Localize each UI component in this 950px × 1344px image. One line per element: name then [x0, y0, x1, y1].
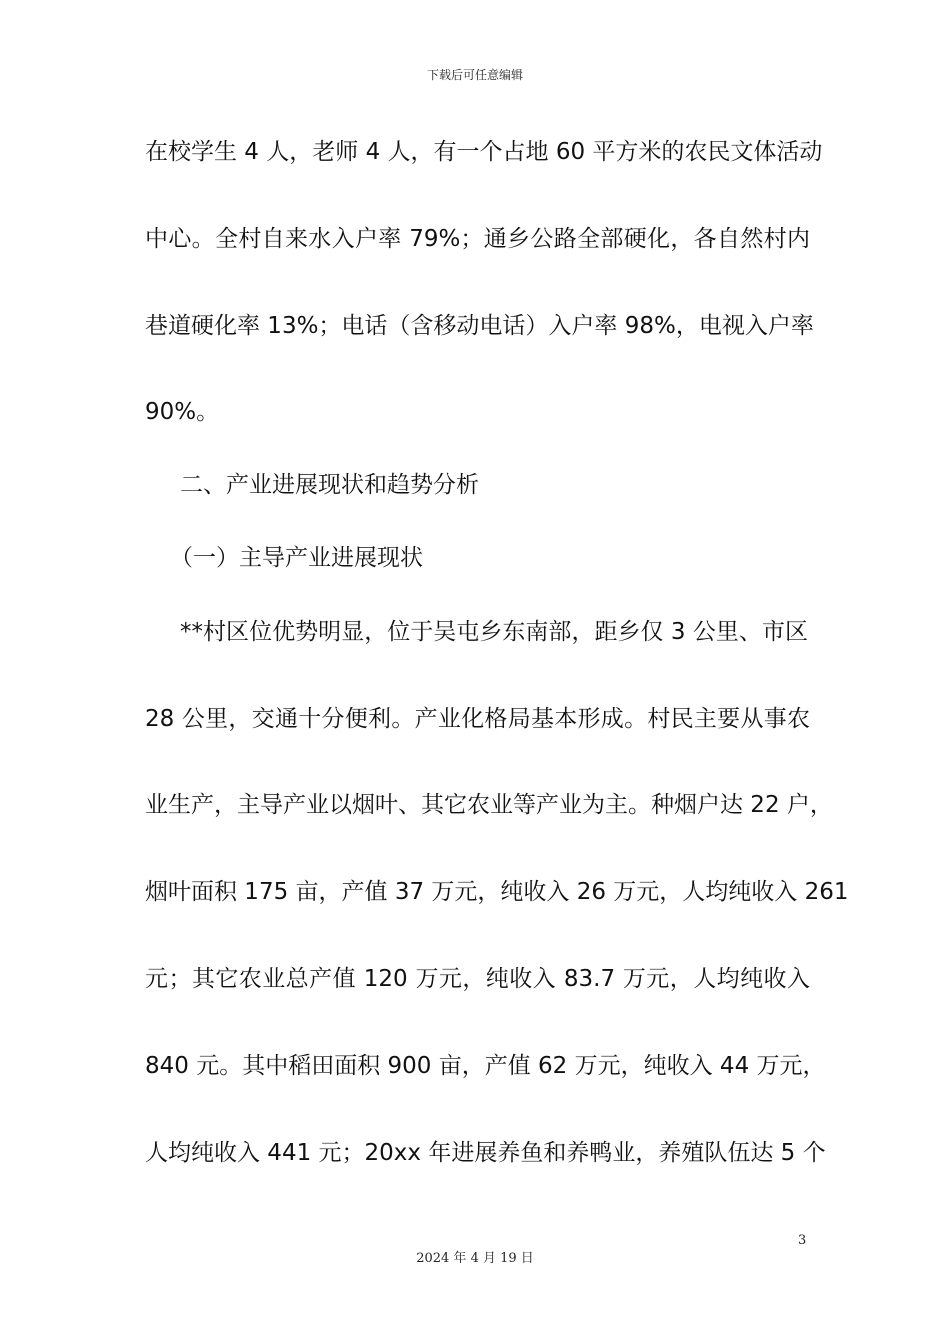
body-line-8: 28 公里，交通十分便利。产业化格局基本形成。村民主要从事农: [145, 706, 810, 732]
body-line-7: **村区位优势明显，位于吴屯乡东南部，距乡仅 3 公里、市区: [180, 619, 808, 645]
body-line-11: 元；其它农业总产值 120 万元，纯收入 83.7 万元，人均纯收入: [145, 966, 810, 992]
body-line-2: 中心。全村自来水入户率 79%；通乡公路全部硬化，各自然村内: [145, 226, 810, 252]
body-line-9: 业生产，主导产业以烟叶、其它农业等产业为主。种烟户达 22 户，: [145, 792, 833, 818]
body-line-10: 烟叶面积 175 亩，产值 37 万元，纯收入 26 万元，人均纯收入 261: [145, 879, 849, 905]
footer-date: 2024 年 4 月 19 日: [416, 1251, 534, 1266]
body-line-12: 840 元。其中稻田面积 900 亩，产值 62 万元，纯收入 44 万元，: [145, 1053, 826, 1079]
page-number: 3: [798, 1233, 807, 1248]
body-line-13: 人均纯收入 441 元；20xx 年进展养鱼和养鸭业，养殖队伍达 5 个: [145, 1140, 826, 1166]
section-heading: 二、产业进展现状和趋势分析: [180, 472, 479, 498]
page-header: 下载后可任意编辑: [426, 68, 523, 82]
subsection-heading: （一）主导产业进展现状: [170, 545, 423, 571]
body-line-1: 在校学生 4 人，老师 4 人，有一个占地 60 平方米的农民文体活动: [145, 139, 823, 165]
body-line-4: 90%。: [145, 399, 220, 425]
body-line-3: 巷道硬化率 13%；电话（含移动电话）入户率 98%，电视入户率: [145, 313, 814, 339]
